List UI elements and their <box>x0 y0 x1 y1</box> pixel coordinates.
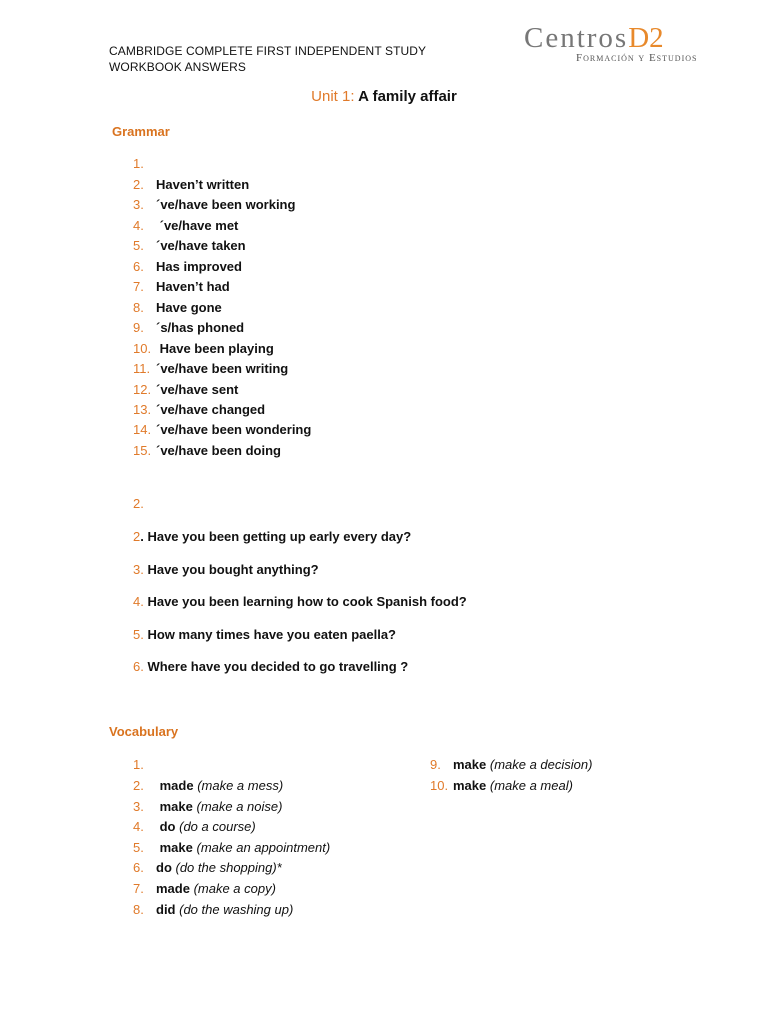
answer-text: ´ve/have changed <box>156 401 266 417</box>
grammar-ex1-item <box>133 177 249 193</box>
list-number: 10. <box>430 777 449 793</box>
answer-word: made <box>156 881 190 896</box>
answer-text: ´ve/have been writing <box>156 361 289 377</box>
grammar-ex1-item <box>133 259 242 275</box>
answer-note: (make a mess) <box>193 778 284 793</box>
list-number: 12. <box>133 381 152 397</box>
answer-text: ´ve/have been wondering <box>156 422 312 438</box>
list-number: 6. <box>133 659 144 675</box>
list-number: 3. <box>133 798 144 814</box>
list-number: 9. <box>133 320 144 336</box>
grammar-ex1-number <box>133 156 144 172</box>
list-number: 7. <box>133 279 144 295</box>
answer-word: do <box>156 819 176 835</box>
answer-text: ´ve/have met <box>156 217 239 233</box>
grammar-ex1-item <box>133 218 238 234</box>
answer-word: made <box>156 778 194 793</box>
answer-word: make <box>156 798 193 814</box>
vocabulary-item <box>133 881 276 897</box>
vocabulary-item <box>133 799 282 815</box>
grammar-ex2-number <box>133 496 144 512</box>
grammar-ex1-item <box>133 382 238 398</box>
answer-note: (do a course) <box>175 819 256 835</box>
answer-text: Haven’t had <box>156 279 230 295</box>
answer-text: Have you bought anything? <box>143 561 319 577</box>
answer-word: make <box>453 757 487 772</box>
list-number: 8. <box>133 299 144 315</box>
list-number: 13. <box>133 401 152 417</box>
list-number: 7. <box>133 881 144 896</box>
vocabulary-item <box>133 902 293 918</box>
logo-wordmark <box>524 22 664 54</box>
answer-word: do <box>156 860 172 876</box>
grammar-heading: Grammar <box>112 124 170 139</box>
list-number: 2 <box>133 529 141 544</box>
vocabulary-item <box>133 819 256 835</box>
answer-text: Has improved <box>156 258 242 274</box>
answer-note: (make a decision) <box>486 757 593 772</box>
list-number: 11. <box>133 361 151 377</box>
list-number: 3. <box>133 197 144 213</box>
list-number: 5. <box>133 839 144 855</box>
list-number: 1. <box>133 156 144 171</box>
list-number: 1. <box>133 757 144 772</box>
header-title-line2: WORKBOOK ANSWERS <box>109 60 246 74</box>
answer-text: Where have you decided to go travelling ? <box>143 659 409 675</box>
list-number: 5. <box>133 238 144 254</box>
grammar-ex1-item <box>133 402 265 418</box>
grammar-ex2-item <box>133 562 319 578</box>
unit-label: Unit 1: <box>311 88 355 105</box>
list-number: 4. <box>133 819 144 835</box>
grammar-ex1-item <box>133 197 295 213</box>
answer-word: make <box>453 777 487 793</box>
logo-word-centros: Centros <box>524 22 629 54</box>
vocabulary-item <box>133 840 330 856</box>
vocabulary-item <box>430 757 592 773</box>
grammar-ex1-item <box>133 422 311 438</box>
list-number: 5. <box>133 626 144 642</box>
grammar-ex1-item <box>133 238 246 254</box>
logo-tagline: Formación y Estudios <box>576 52 698 64</box>
list-number: 6. <box>133 860 144 876</box>
answer-note: (make a copy) <box>189 881 276 896</box>
document-header <box>109 43 426 75</box>
header-title-line1: CAMBRIDGE COMPLETE FIRST INDEPENDENT STUDY <box>109 44 427 58</box>
centros-d2-logo <box>524 22 724 67</box>
list-number: 10. <box>133 340 152 356</box>
answer-text: ´ve/have taken <box>156 238 246 254</box>
answer-text: Have you been learning how to cook Spanish food? <box>143 594 467 610</box>
grammar-ex1-item <box>133 300 222 316</box>
answer-text: ´ve/have sent <box>156 381 239 397</box>
answer-text: How many times have you eaten paella? <box>143 626 396 642</box>
list-number: 4. <box>133 217 144 233</box>
answer-word: did <box>156 901 176 917</box>
unit-title <box>0 88 768 105</box>
answer-text: Have gone <box>156 299 222 315</box>
answer-text: Have been playing <box>156 340 274 356</box>
answer-note: (make a noise) <box>192 798 283 814</box>
grammar-ex2-item <box>133 594 467 610</box>
list-number: 2. <box>133 177 144 192</box>
list-number: 15. <box>133 442 152 458</box>
list-number: 6. <box>133 258 144 274</box>
list-number: 14. <box>133 422 152 438</box>
answer-text: ´ve/have been doing <box>156 442 281 458</box>
unit-name: A family affair <box>358 88 457 105</box>
vocabulary-heading: Vocabulary <box>109 724 179 739</box>
list-number: 4. <box>133 594 144 610</box>
grammar-ex1-item <box>133 341 274 357</box>
logo-word-d2: D2 <box>628 22 664 54</box>
list-number: 2. <box>133 778 144 793</box>
vocabulary-item <box>430 778 573 794</box>
grammar-ex1-item <box>133 279 230 295</box>
answer-text: ´ve/have been working <box>156 197 296 213</box>
vocabulary-item <box>133 860 282 876</box>
answer-note: (make a meal) <box>486 777 573 793</box>
answer-text: . Have you been getting up early every day? <box>140 529 412 544</box>
answer-note: (do the shopping)* <box>171 860 282 876</box>
grammar-ex2-item <box>133 627 396 643</box>
answer-note: (make an appointment) <box>192 839 331 855</box>
answer-text: ´s/has phoned <box>156 320 245 336</box>
answer-note: (do the washing up) <box>175 901 294 917</box>
vocabulary-first-number <box>133 757 144 773</box>
list-number: 3. <box>133 561 144 577</box>
answer-text: Haven’t written <box>156 177 250 192</box>
grammar-ex1-item <box>133 443 281 459</box>
grammar-ex2-item <box>133 529 411 545</box>
grammar-ex1-item <box>133 320 244 336</box>
list-number: 9. <box>430 757 441 772</box>
answer-word: make <box>156 839 193 855</box>
list-number: 2. <box>133 496 144 511</box>
vocabulary-item <box>133 778 283 794</box>
grammar-ex2-item <box>133 659 408 675</box>
grammar-ex1-item <box>133 361 288 377</box>
list-number: 8. <box>133 901 144 917</box>
